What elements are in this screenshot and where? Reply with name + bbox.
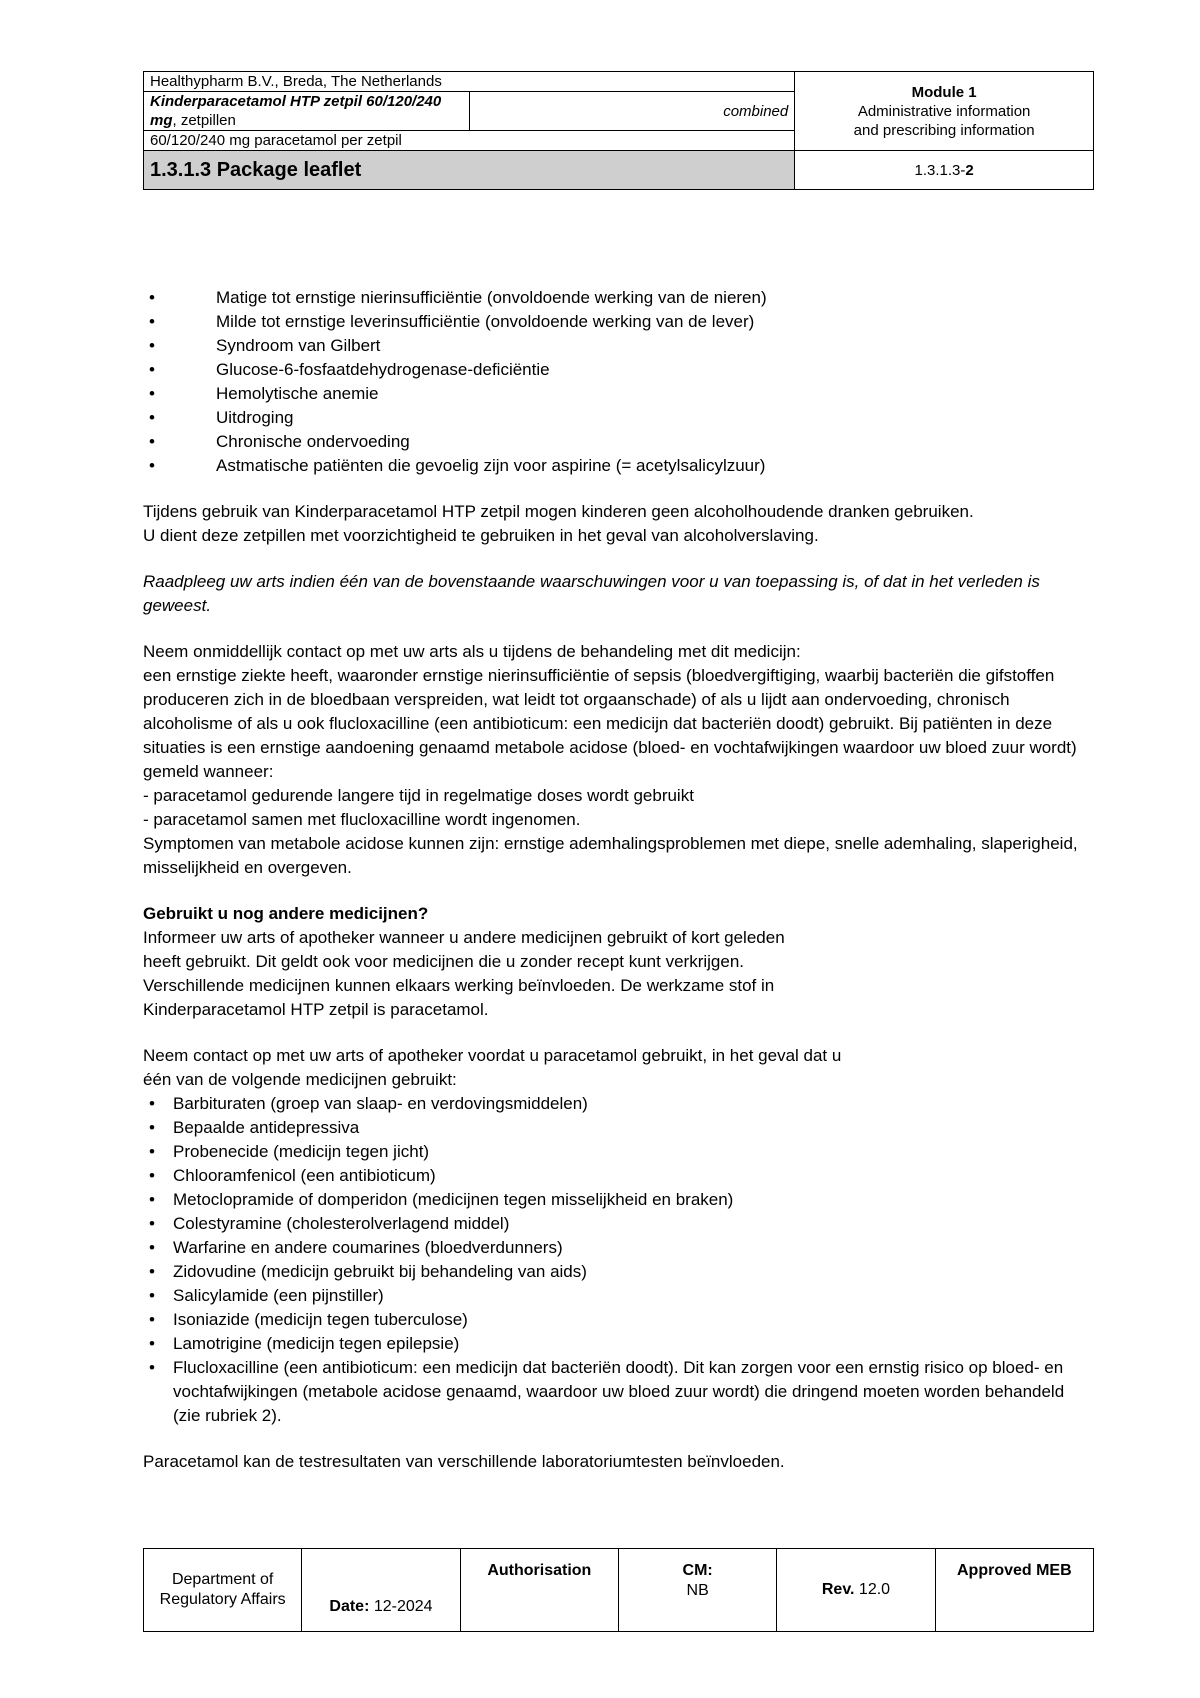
dash-line: - paracetamol samen met flucloxacilline wordt ingenomen. [143,810,581,829]
before-line: Neem contact op met uw arts of apotheker voordat u paracetamol gebruikt, in het geval dat u [143,1046,842,1065]
list-item: • Warfarine en andere coumarines (bloedverdunners) [143,1236,1094,1260]
list-item: • Matige tot ernstige nierinsufficiëntie (onvoldoende werking van de nieren) [143,286,1094,310]
list-item: • Astmatische patiënten die gevoelig zijn voor aspirine (= acetylsalicylzuur) [143,454,1094,478]
lab-paragraph: Paracetamol kan de testresultaten van verschillende laboratoriumtesten beïnvloeden. [143,1452,785,1471]
other-medicines-heading: Gebruikt u nog andere medicijnen? [143,904,429,923]
list-item: • Syndroom van Gilbert [143,334,1094,358]
cm-value: NB [686,1582,709,1599]
other-line: Informeer uw arts of apotheker wanneer u andere medicijnen gebruikt of kort geleden [143,928,785,947]
authorisation-cell: Authorisation [460,1549,618,1632]
before-line: één van de volgende medicijnen gebruikt: [143,1070,457,1089]
header-table [143,71,1094,190]
rev-label: Rev. [821,1581,855,1598]
list-item: • Lamotrigine (medicijn tegen epilepsie) [143,1332,1094,1356]
leaflet-body [143,286,1094,1474]
page-prefix: 1.3.1.3- [914,161,966,179]
cm-label: CM: [682,1562,713,1579]
other-line: Kinderparacetamol HTP zetpil is paracetamol. [143,1000,489,1019]
module-line-2: and prescribing information [853,121,1035,139]
symptoms-paragraph: Symptomen van metabole acidose kunnen zijn: ernstige ademhalingsproblemen met diepe, snelle ademhaling, slaperigheid, misselijkheid en overgeven. [143,834,1078,877]
list-item: • Probenecide (medicijn tegen jicht) [143,1140,1094,1164]
page-number: 2 [965,161,974,179]
list-item: • Bepaalde antidepressiva [143,1116,1094,1140]
page-number-cell [795,151,1094,190]
contact-intro: Neem onmiddellijk contact op met uw arts als u tijdens de behandeling met dit medicijn: [143,642,801,661]
dash-line: - paracetamol gedurende langere tijd in regelmatige doses wordt gebruikt [143,786,694,805]
list-item: • Milde tot ernstige leverinsufficiëntie (onvoldoende werking van de lever) [143,310,1094,334]
date-cell [302,1549,460,1632]
list-item: • Uitdroging [143,406,1094,430]
other-line: heeft gebruikt. Dit geldt ook voor medicijnen die u zonder recept kunt verkrijgen. [143,952,744,971]
department-line-1: Department of [171,1571,274,1588]
date-value: 12-2024 [369,1598,433,1615]
alcohol-paragraph: Tijdens gebruik van Kinderparacetamol HTP zetpil mogen kinderen geen alcoholhoudende dranken gebruiken. [143,502,974,521]
other-line: Verschillende medicijnen kunnen elkaars werking beïnvloeden. De werkzame stof in [143,976,775,995]
module-cell [795,72,1094,151]
department-line-2: Regulatory Affairs [159,1591,286,1608]
footer-table [143,1548,1094,1632]
list-item: • Metoclopramide of domperidon (medicijnen tegen misselijkheid en braken) [143,1188,1094,1212]
combined-cell: combined [469,92,795,131]
rev-value: 12.0 [854,1581,891,1598]
approved-cell: Approved MEB [935,1549,1093,1632]
date-label: Date: [329,1598,370,1615]
document-page [143,71,1094,190]
module-line-1: Administrative information [857,102,1031,120]
list-item: • Salicylamide (een pijnstiller) [143,1284,1094,1308]
list-item: • Hemolytische anemie [143,382,1094,406]
alcohol-caution: U dient deze zetpillen met voorzichtigheid te gebruiken in het geval van alcoholverslaving. [143,526,819,545]
strength-cell: 60/120/240 mg paracetamol per zetpil [144,131,795,151]
list-item: • Colestyramine (cholesterolverlagend middel) [143,1212,1094,1236]
list-item: • Zidovudine (medicijn gebruikt bij behandeling van aids) [143,1260,1094,1284]
list-item: • Chronische ondervoeding [143,430,1094,454]
product-cell [144,92,470,131]
department-cell [144,1549,302,1632]
product-form: , zetpillen [172,112,236,129]
medicines-list [143,1092,1094,1428]
product-name: Kinderparacetamol HTP zetpil 60/120/240 mg [150,93,442,129]
list-item: • Flucloxacilline (een antibioticum: een medicijn dat bacteriën doodt). Dit kan zorgen voor een ernstig risico op bloed- en vochtafwijkingen (metabole acidose genaamd, waardoor uw bloed zuur wordt) die dringend moeten worden behandeld (zie rubriek 2). [143,1356,1094,1428]
revision-cell [777,1549,935,1632]
section-title: 1.3.1.3 Package leaflet [144,151,795,190]
company-cell: Healthypharm B.V., Breda, The Netherlands [144,72,795,92]
list-item: • Isoniazide (medicijn tegen tuberculose) [143,1308,1094,1332]
conditions-list [143,286,1094,478]
list-item: • Chlooramfenicol (een antibioticum) [143,1164,1094,1188]
module-title: Module 1 [911,83,977,101]
consult-paragraph: Raadpleeg uw arts indien één van de bovenstaande waarschuwingen voor u van toepassing is, of dat in het verleden is geweest. [143,572,1040,615]
contact-body: een ernstige ziekte heeft, waaronder ernstige nierinsufficiëntie of sepsis (bloedvergiftiging, waarbij bacteriën die gifstoffen produceren zich in de bloedbaan verspreiden, wat leidt tot orgaanschade) of als u lijdt aan ondervoeding, chronisch alcoholisme of als u ook flucloxacilline (een antibioticum: een medicijn dat bacteriën doodt) gebruikt. Bij patiënten in deze situaties is een ernstige aandoening genaamd metabole acidose (bloed- en vochtafwijkingen waardoor uw bloed zuur wordt) gemeld wanneer: [143,666,1077,781]
list-item: • Glucose-6-fosfaatdehydrogenase-deficiëntie [143,358,1094,382]
cm-cell [618,1549,776,1632]
list-item: • Barbituraten (groep van slaap- en verdovingsmiddelen) [143,1092,1094,1116]
